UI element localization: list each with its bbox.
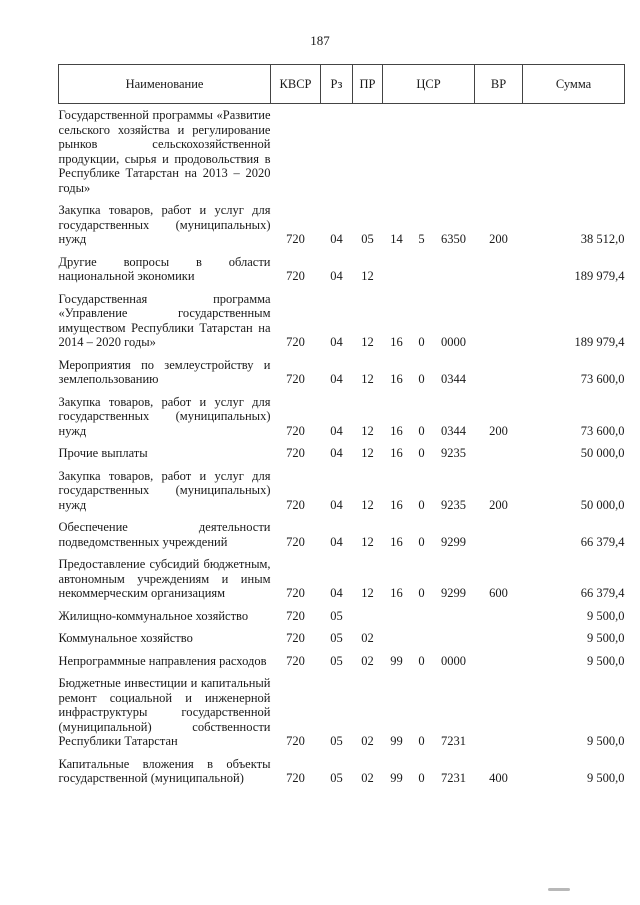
row-csr-direction: [433, 251, 475, 288]
scan-mark: [548, 888, 570, 891]
row-csr-program: 16: [390, 372, 403, 386]
row-csr-subprogram: [411, 251, 433, 288]
row-rz: 04: [330, 335, 343, 349]
table-header: [59, 65, 625, 104]
table-row: [59, 199, 625, 251]
row-rz: 04: [330, 269, 343, 283]
row-name: Непрограммные направления расходов: [58, 653, 267, 668]
table-row: [59, 516, 625, 553]
table-row: [59, 553, 625, 605]
row-csr-subprogram: 0: [418, 497, 425, 512]
row-kvsr: 720: [286, 534, 305, 549]
row-kvsr: 720: [286, 497, 305, 512]
row-sum: 73 600,0: [580, 423, 625, 438]
row-csr-program: [383, 104, 411, 200]
row-sum: 9 500,0: [587, 771, 625, 785]
row-rz: 05: [330, 653, 343, 668]
header-csr: ЦСР: [383, 65, 475, 104]
row-vr: 200: [489, 423, 508, 438]
budget-table: [58, 64, 625, 790]
row-rz: 05: [330, 771, 343, 785]
row-vr: [475, 605, 523, 628]
row-vr: [475, 672, 523, 753]
row-vr: [475, 104, 523, 200]
row-vr: 400: [489, 771, 508, 785]
row-name: Обеспечение деятельности подведомственных учреждений: [58, 520, 271, 549]
table-body: [59, 104, 625, 790]
table-row: [59, 672, 625, 753]
row-kvsr: 720: [286, 631, 305, 645]
table-row: [59, 442, 625, 465]
row-pr: 02: [361, 631, 374, 645]
row-vr: [475, 442, 523, 465]
row-csr-direction: 0344: [441, 372, 466, 386]
table-row: [59, 251, 625, 288]
row-rz: 04: [330, 497, 343, 512]
row-kvsr: 720: [286, 734, 305, 748]
row-name: Бюджетные инвестиции и капитальный ремонт социальной и инженерной инфраструктуры государственной (муниципальной) собственности Республики Татарстан: [58, 676, 271, 748]
row-csr-direction: 0000: [441, 335, 466, 349]
row-sum: 66 379,4: [580, 586, 625, 600]
table-row: [59, 391, 625, 443]
row-pr: [353, 605, 383, 628]
row-vr: 200: [489, 497, 508, 512]
table-row: [59, 104, 625, 200]
row-name: Другие вопросы в области национальной экономики: [58, 254, 271, 283]
row-kvsr: 720: [286, 608, 305, 623]
row-csr-subprogram: 0: [418, 372, 425, 386]
row-vr: [475, 627, 523, 650]
row-pr: 12: [361, 586, 374, 600]
table-row: [59, 627, 625, 650]
row-pr: 12: [361, 269, 374, 283]
row-csr-program: 99: [390, 653, 403, 668]
row-sum: 189 979,4: [574, 335, 625, 349]
row-pr: 05: [361, 232, 374, 246]
row-rz: 04: [330, 534, 343, 549]
header-pr: ПР: [353, 65, 383, 104]
row-sum: 9 500,0: [587, 653, 625, 668]
row-rz: 04: [330, 423, 343, 438]
row-kvsr: 720: [286, 771, 305, 785]
row-csr-direction: 7231: [441, 771, 466, 785]
header-sum: Сумма: [523, 65, 625, 104]
row-sum: 66 379,4: [580, 534, 625, 549]
row-csr-subprogram: 0: [418, 653, 425, 668]
row-csr-subprogram: [411, 627, 433, 650]
row-sum: 38 512,0: [580, 232, 625, 246]
row-sum: 73 600,0: [580, 372, 625, 386]
row-rz: 05: [330, 734, 343, 748]
row-pr: 12: [361, 446, 374, 460]
row-csr-direction: 9299: [441, 534, 466, 549]
row-kvsr: 720: [286, 269, 305, 283]
header-name: Наименование: [59, 65, 271, 104]
row-csr-subprogram: [411, 104, 433, 200]
row-csr-program: [383, 251, 411, 288]
table-row: [59, 605, 625, 628]
row-name: Капитальные вложения в объекты государственной (муниципальной): [58, 756, 271, 785]
row-name: Предоставление субсидий бюджетным, автономным учреждениям и иным некоммерческим организациям: [58, 557, 271, 600]
row-csr-direction: [433, 627, 475, 650]
row-rz: 04: [330, 372, 343, 386]
row-sum: 9 500,0: [587, 631, 625, 645]
row-csr-program: 99: [390, 734, 403, 748]
row-csr-subprogram: 0: [418, 586, 425, 600]
row-csr-program: 16: [390, 497, 403, 512]
header-vr: ВР: [475, 65, 523, 104]
row-sum: 9 500,0: [587, 734, 625, 748]
row-pr: [353, 104, 383, 200]
row-csr-program: 16: [390, 534, 403, 549]
row-pr: 12: [361, 372, 374, 386]
row-vr: [475, 251, 523, 288]
row-name: Мероприятия по землеустройству и землепользованию: [58, 357, 271, 386]
row-kvsr: 720: [286, 423, 305, 438]
row-sum: 50 000,0: [580, 497, 625, 512]
row-kvsr: 720: [286, 232, 305, 246]
row-pr: 12: [361, 423, 374, 438]
row-sum: 189 979,4: [574, 269, 625, 283]
row-csr-subprogram: [411, 605, 433, 628]
row-vr: 600: [489, 586, 508, 600]
row-vr: [475, 650, 523, 673]
row-rz: 04: [330, 232, 343, 246]
row-kvsr: 720: [286, 653, 305, 668]
row-rz: 05: [330, 608, 343, 623]
row-csr-program: 16: [390, 586, 403, 600]
row-name: Закупка товаров, работ и услуг для государственных (муниципальных) нужд: [58, 394, 271, 438]
row-name: Закупка товаров, работ и услуг для государственных (муниципальных) нужд: [58, 203, 271, 246]
row-csr-subprogram: 0: [418, 335, 425, 349]
row-csr-direction: 6350: [441, 232, 466, 246]
page-number: 187: [310, 33, 330, 48]
row-csr-program: 16: [390, 335, 403, 349]
row-csr-program: 14: [390, 232, 403, 246]
row-csr-program: 16: [390, 446, 403, 460]
row-csr-direction: 9299: [441, 586, 466, 600]
row-name: Государственной программы «Развитие сельского хозяйства и регулирование рынков сельскохозяйственной продукции, сырья и продовольствия в Республике Татарстан на 2013 – 2020 годы»: [58, 108, 271, 195]
row-csr-subprogram: 0: [418, 734, 425, 748]
row-sum: 9 500,0: [587, 608, 625, 623]
table-row: [59, 465, 625, 517]
header-rz: Рз: [321, 65, 353, 104]
row-csr-direction: [433, 605, 475, 628]
row-vr: [475, 354, 523, 391]
row-kvsr: 720: [286, 586, 305, 600]
row-csr-program: [383, 627, 411, 650]
row-csr-subprogram: 0: [418, 446, 425, 460]
row-pr: 02: [361, 653, 374, 668]
row-csr-subprogram: 0: [418, 423, 425, 438]
row-kvsr: 720: [286, 446, 305, 460]
row-name: Государственная программа «Управление государственным имуществом Республики Татарстан на 2014 – 2020 годы»: [58, 291, 271, 349]
row-kvsr: [271, 104, 321, 200]
row-csr-direction: 9235: [441, 497, 466, 512]
row-sum: 50 000,0: [580, 446, 625, 460]
row-csr-program: [383, 605, 411, 628]
row-csr-subprogram: 0: [418, 534, 425, 549]
row-name: Закупка товаров, работ и услуг для государственных (муниципальных) нужд: [58, 468, 271, 512]
row-csr-direction: 9235: [441, 446, 466, 460]
row-vr: [475, 516, 523, 553]
row-sum: [523, 104, 625, 200]
row-name: Жилищно-коммунальное хозяйство: [58, 608, 249, 623]
row-rz: 04: [330, 586, 343, 600]
table-row: [59, 650, 625, 673]
row-pr: 12: [361, 497, 374, 512]
row-vr: 200: [489, 232, 508, 246]
row-csr-direction: 0000: [441, 653, 466, 668]
row-pr: 12: [361, 335, 374, 349]
row-kvsr: 720: [286, 372, 305, 386]
row-csr-direction: [433, 104, 475, 200]
row-name: Коммунальное хозяйство: [58, 631, 193, 645]
row-name: Прочие выплаты: [58, 446, 148, 460]
header-kvsr: КВСР: [271, 65, 321, 104]
row-pr: 12: [361, 534, 374, 549]
row-csr-program: 16: [390, 423, 403, 438]
row-kvsr: 720: [286, 335, 305, 349]
row-csr-direction: 0344: [441, 423, 466, 438]
row-pr: 02: [361, 734, 374, 748]
row-csr-direction: 7231: [441, 734, 466, 748]
row-pr: 02: [361, 771, 374, 785]
row-rz: 05: [330, 631, 343, 645]
table-row: [59, 354, 625, 391]
table-row: [59, 288, 625, 354]
row-csr-subprogram: 0: [418, 771, 425, 785]
row-csr-subprogram: 5: [418, 232, 425, 246]
row-rz: 04: [330, 446, 343, 460]
row-csr-program: 99: [390, 771, 403, 785]
table-row: [59, 753, 625, 790]
row-rz: [321, 104, 353, 200]
row-vr: [475, 288, 523, 354]
